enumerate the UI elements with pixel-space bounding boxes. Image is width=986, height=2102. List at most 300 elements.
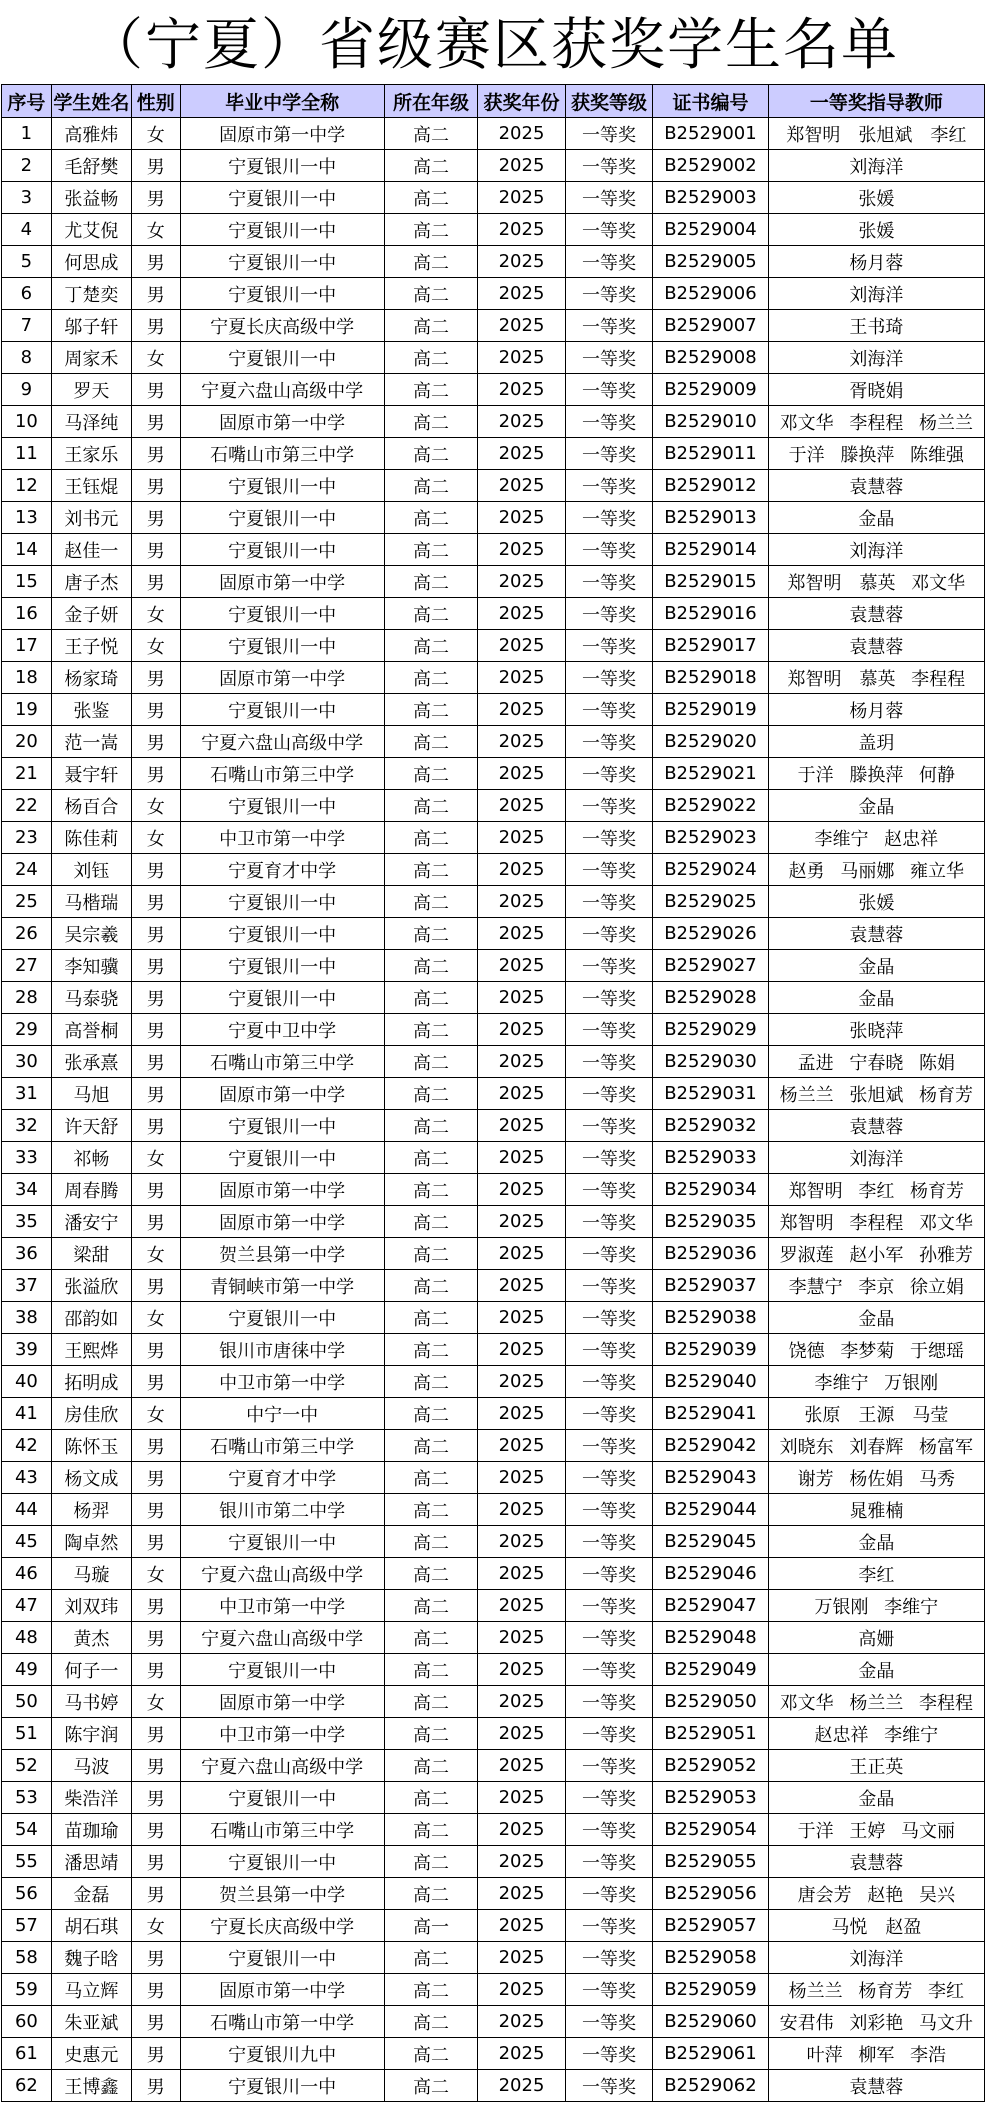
cell-gender: 男 [132, 374, 181, 406]
cell-gender: 男 [132, 534, 181, 566]
cell-award-year: 2025 [478, 1942, 565, 1974]
cell-row-index: 58 [2, 1942, 52, 1974]
cell-certificate-no: B2529060 [653, 2006, 768, 2038]
cell-student-name: 梁甜 [51, 1238, 131, 1270]
cell-student-name: 刘钰 [51, 854, 131, 886]
cell-student-name: 胡石琪 [51, 1910, 131, 1942]
cell-school-name: 固原市第一中学 [180, 566, 384, 598]
table-row [2, 374, 985, 406]
cell-instructor-names: 谢芳 杨佐娟 马秀 [768, 1462, 984, 1494]
cell-award-year: 2025 [478, 1142, 565, 1174]
cell-school-name: 固原市第一中学 [180, 1686, 384, 1718]
cell-instructor-names: 郑智明 李程程 邓文华 [768, 1206, 984, 1238]
cell-row-index: 10 [2, 406, 52, 438]
cell-school-name: 宁夏银川一中 [180, 278, 384, 310]
cell-row-index: 60 [2, 2006, 52, 2038]
cell-row-index: 28 [2, 982, 52, 1014]
cell-school-name: 宁夏六盘山高级中学 [180, 1622, 384, 1654]
cell-school-name: 宁夏育才中学 [180, 1462, 384, 1494]
cell-gender: 女 [132, 214, 181, 246]
cell-grade: 高二 [384, 470, 478, 502]
cell-award-level: 一等奖 [565, 1654, 652, 1686]
cell-instructor-names: 万银刚 李维宁 [768, 1590, 984, 1622]
cell-grade: 高二 [384, 118, 478, 150]
cell-award-year: 2025 [478, 1750, 565, 1782]
cell-school-name: 中卫市第一中学 [180, 822, 384, 854]
cell-student-name: 拓明成 [51, 1366, 131, 1398]
cell-award-level: 一等奖 [565, 1462, 652, 1494]
cell-award-year: 2025 [478, 310, 565, 342]
cell-instructor-names: 金晶 [768, 1526, 984, 1558]
cell-award-level: 一等奖 [565, 470, 652, 502]
cell-row-index: 47 [2, 1590, 52, 1622]
cell-award-level: 一等奖 [565, 1270, 652, 1302]
cell-award-level: 一等奖 [565, 854, 652, 886]
cell-instructor-names: 刘晓东 刘春辉 杨富军 [768, 1430, 984, 1462]
cell-award-level: 一等奖 [565, 566, 652, 598]
cell-certificate-no: B2529048 [653, 1622, 768, 1654]
cell-certificate-no: B2529020 [653, 726, 768, 758]
cell-gender: 男 [132, 1526, 181, 1558]
cell-award-year: 2025 [478, 1814, 565, 1846]
table-row [2, 1398, 985, 1430]
cell-grade: 高二 [384, 886, 478, 918]
cell-grade: 高二 [384, 1078, 478, 1110]
cell-row-index: 52 [2, 1750, 52, 1782]
cell-award-level: 一等奖 [565, 918, 652, 950]
cell-award-level: 一等奖 [565, 822, 652, 854]
cell-row-index: 25 [2, 886, 52, 918]
cell-award-year: 2025 [478, 1622, 565, 1654]
cell-gender: 男 [132, 1334, 181, 1366]
cell-grade: 高二 [384, 1942, 478, 1974]
cell-gender: 女 [132, 1558, 181, 1590]
cell-row-index: 7 [2, 310, 52, 342]
cell-school-name: 石嘴山市第一中学 [180, 2006, 384, 2038]
cell-grade: 高二 [384, 1846, 478, 1878]
cell-award-level: 一等奖 [565, 886, 652, 918]
cell-award-year: 2025 [478, 1910, 565, 1942]
cell-instructor-names: 郑智明 张旭斌 李红 [768, 118, 984, 150]
cell-school-name: 中卫市第一中学 [180, 1366, 384, 1398]
cell-certificate-no: B2529022 [653, 790, 768, 822]
cell-student-name: 丁楚奕 [51, 278, 131, 310]
cell-grade: 高二 [384, 2006, 478, 2038]
cell-row-index: 4 [2, 214, 52, 246]
col-header-school: 毕业中学全称 [180, 85, 384, 118]
cell-student-name: 许天舒 [51, 1110, 131, 1142]
cell-certificate-no: B2529061 [653, 2038, 768, 2070]
cell-school-name: 宁夏银川一中 [180, 1942, 384, 1974]
cell-grade: 高二 [384, 1302, 478, 1334]
cell-certificate-no: B2529040 [653, 1366, 768, 1398]
cell-grade: 高二 [384, 1046, 478, 1078]
table-row [2, 1334, 985, 1366]
cell-gender: 男 [132, 1270, 181, 1302]
cell-certificate-no: B2529030 [653, 1046, 768, 1078]
cell-gender: 女 [132, 1686, 181, 1718]
cell-school-name: 宁夏六盘山高级中学 [180, 1750, 384, 1782]
cell-certificate-no: B2529021 [653, 758, 768, 790]
cell-award-year: 2025 [478, 1686, 565, 1718]
cell-school-name: 石嘴山市第三中学 [180, 1814, 384, 1846]
cell-student-name: 刘书元 [51, 502, 131, 534]
cell-gender: 男 [132, 982, 181, 1014]
cell-row-index: 5 [2, 246, 52, 278]
cell-instructor-names: 于洋 滕换萍 陈维强 [768, 438, 984, 470]
cell-grade: 高二 [384, 1558, 478, 1590]
cell-school-name: 宁夏银川一中 [180, 502, 384, 534]
cell-student-name: 陶卓然 [51, 1526, 131, 1558]
cell-row-index: 26 [2, 918, 52, 950]
cell-instructor-names: 金晶 [768, 502, 984, 534]
cell-instructor-names: 袁慧蓉 [768, 598, 984, 630]
cell-certificate-no: B2529045 [653, 1526, 768, 1558]
cell-instructor-names: 刘海洋 [768, 1142, 984, 1174]
cell-award-year: 2025 [478, 214, 565, 246]
cell-award-level: 一等奖 [565, 598, 652, 630]
cell-school-name: 贺兰县第一中学 [180, 1878, 384, 1910]
table-row [2, 278, 985, 310]
cell-gender: 男 [132, 1174, 181, 1206]
cell-gender: 女 [132, 1398, 181, 1430]
cell-student-name: 聂宇轩 [51, 758, 131, 790]
cell-gender: 男 [132, 150, 181, 182]
cell-award-year: 2025 [478, 1334, 565, 1366]
cell-certificate-no: B2529009 [653, 374, 768, 406]
cell-gender: 男 [132, 1014, 181, 1046]
cell-instructor-names: 袁慧蓉 [768, 918, 984, 950]
cell-award-year: 2025 [478, 1878, 565, 1910]
cell-instructor-names: 张媛 [768, 214, 984, 246]
cell-student-name: 王钰焜 [51, 470, 131, 502]
cell-school-name: 宁夏中卫中学 [180, 1014, 384, 1046]
cell-award-year: 2025 [478, 1366, 565, 1398]
cell-school-name: 宁夏银川一中 [180, 886, 384, 918]
cell-award-year: 2025 [478, 150, 565, 182]
cell-certificate-no: B2529050 [653, 1686, 768, 1718]
cell-school-name: 石嘴山市第三中学 [180, 1430, 384, 1462]
cell-row-index: 49 [2, 1654, 52, 1686]
cell-certificate-no: B2529035 [653, 1206, 768, 1238]
cell-award-level: 一等奖 [565, 1558, 652, 1590]
cell-student-name: 陈怀玉 [51, 1430, 131, 1462]
cell-school-name: 宁夏六盘山高级中学 [180, 1558, 384, 1590]
table-row [2, 598, 985, 630]
cell-award-year: 2025 [478, 1302, 565, 1334]
cell-award-year: 2025 [478, 534, 565, 566]
cell-row-index: 53 [2, 1782, 52, 1814]
cell-award-year: 2025 [478, 950, 565, 982]
table-row [2, 310, 985, 342]
cell-instructor-names: 于洋 滕换萍 何静 [768, 758, 984, 790]
col-header-award-level: 获奖等级 [565, 85, 652, 118]
cell-award-year: 2025 [478, 2038, 565, 2070]
cell-award-year: 2025 [478, 374, 565, 406]
cell-certificate-no: B2529012 [653, 470, 768, 502]
cell-grade: 高二 [384, 278, 478, 310]
cell-school-name: 宁夏银川一中 [180, 2070, 384, 2102]
cell-certificate-no: B2529041 [653, 1398, 768, 1430]
cell-instructor-names: 孟进 宁春晓 陈娟 [768, 1046, 984, 1078]
cell-certificate-no: B2529036 [653, 1238, 768, 1270]
cell-certificate-no: B2529044 [653, 1494, 768, 1526]
cell-grade: 高二 [384, 374, 478, 406]
cell-grade: 高二 [384, 1814, 478, 1846]
table-row [2, 790, 985, 822]
table-row [2, 502, 985, 534]
cell-student-name: 尤艾倪 [51, 214, 131, 246]
table-row [2, 1654, 985, 1686]
table-row [2, 1238, 985, 1270]
cell-grade: 高二 [384, 1590, 478, 1622]
cell-gender: 男 [132, 1430, 181, 1462]
cell-gender: 男 [132, 694, 181, 726]
cell-grade: 高二 [384, 1014, 478, 1046]
cell-award-year: 2025 [478, 726, 565, 758]
cell-certificate-no: B2529062 [653, 2070, 768, 2102]
table-row [2, 566, 985, 598]
cell-award-year: 2025 [478, 854, 565, 886]
table-row [2, 1174, 985, 1206]
cell-instructor-names: 王正英 [768, 1750, 984, 1782]
cell-row-index: 29 [2, 1014, 52, 1046]
cell-student-name: 高誉桐 [51, 1014, 131, 1046]
cell-certificate-no: B2529011 [653, 438, 768, 470]
cell-student-name: 朱亚斌 [51, 2006, 131, 2038]
cell-row-index: 23 [2, 822, 52, 854]
cell-instructor-names: 杨兰兰 张旭斌 杨育芳 [768, 1078, 984, 1110]
cell-school-name: 宁夏银川一中 [180, 1142, 384, 1174]
cell-row-index: 40 [2, 1366, 52, 1398]
cell-gender: 男 [132, 726, 181, 758]
cell-award-year: 2025 [478, 182, 565, 214]
cell-gender: 女 [132, 342, 181, 374]
cell-award-level: 一等奖 [565, 1878, 652, 1910]
cell-certificate-no: B2529038 [653, 1302, 768, 1334]
cell-award-level: 一等奖 [565, 182, 652, 214]
cell-gender: 男 [132, 182, 181, 214]
cell-award-level: 一等奖 [565, 1782, 652, 1814]
table-row [2, 726, 985, 758]
table-row [2, 1622, 985, 1654]
cell-grade: 高二 [384, 950, 478, 982]
cell-row-index: 11 [2, 438, 52, 470]
cell-row-index: 32 [2, 1110, 52, 1142]
cell-student-name: 马璇 [51, 1558, 131, 1590]
cell-grade: 高二 [384, 1878, 478, 1910]
cell-grade: 高二 [384, 214, 478, 246]
cell-school-name: 宁夏银川一中 [180, 918, 384, 950]
table-row [2, 1078, 985, 1110]
cell-certificate-no: B2529001 [653, 118, 768, 150]
cell-award-year: 2025 [478, 662, 565, 694]
cell-school-name: 宁夏银川一中 [180, 1654, 384, 1686]
cell-gender: 女 [132, 1910, 181, 1942]
cell-grade: 高二 [384, 1462, 478, 1494]
cell-student-name: 祁畅 [51, 1142, 131, 1174]
cell-gender: 男 [132, 1206, 181, 1238]
awards-table [1, 84, 985, 2102]
cell-gender: 男 [132, 502, 181, 534]
cell-gender: 男 [132, 1846, 181, 1878]
table-row [2, 630, 985, 662]
cell-grade: 高二 [384, 822, 478, 854]
cell-school-name: 固原市第一中学 [180, 1974, 384, 2006]
cell-row-index: 14 [2, 534, 52, 566]
cell-award-level: 一等奖 [565, 982, 652, 1014]
cell-award-year: 2025 [478, 1654, 565, 1686]
cell-certificate-no: B2529010 [653, 406, 768, 438]
table-row [2, 950, 985, 982]
cell-gender: 男 [132, 1046, 181, 1078]
cell-row-index: 37 [2, 1270, 52, 1302]
cell-certificate-no: B2529056 [653, 1878, 768, 1910]
cell-instructor-names: 晁雅楠 [768, 1494, 984, 1526]
cell-student-name: 毛舒樊 [51, 150, 131, 182]
cell-grade: 高二 [384, 406, 478, 438]
cell-certificate-no: B2529029 [653, 1014, 768, 1046]
cell-award-level: 一等奖 [565, 726, 652, 758]
cell-award-level: 一等奖 [565, 150, 652, 182]
cell-instructor-names: 李维宁 赵忠祥 [768, 822, 984, 854]
cell-grade: 高二 [384, 1526, 478, 1558]
table-row [2, 214, 985, 246]
cell-row-index: 43 [2, 1462, 52, 1494]
cell-certificate-no: B2529051 [653, 1718, 768, 1750]
cell-student-name: 马泽纯 [51, 406, 131, 438]
table-row [2, 182, 985, 214]
table-row [2, 2006, 985, 2038]
cell-grade: 高二 [384, 1366, 478, 1398]
cell-award-year: 2025 [478, 246, 565, 278]
cell-school-name: 宁夏长庆高级中学 [180, 310, 384, 342]
cell-award-year: 2025 [478, 758, 565, 790]
cell-award-year: 2025 [478, 1238, 565, 1270]
cell-instructor-names: 唐会芳 赵艳 吴兴 [768, 1878, 984, 1910]
cell-student-name: 罗天 [51, 374, 131, 406]
cell-gender: 男 [132, 1974, 181, 2006]
cell-award-level: 一等奖 [565, 1078, 652, 1110]
table-row [2, 1942, 985, 1974]
cell-award-level: 一等奖 [565, 662, 652, 694]
cell-instructor-names: 邓文华 李程程 杨兰兰 [768, 406, 984, 438]
cell-award-year: 2025 [478, 918, 565, 950]
cell-row-index: 39 [2, 1334, 52, 1366]
cell-school-name: 固原市第一中学 [180, 118, 384, 150]
col-header-gender: 性别 [132, 85, 181, 118]
cell-student-name: 潘思靖 [51, 1846, 131, 1878]
cell-school-name: 宁夏银川一中 [180, 950, 384, 982]
cell-gender: 男 [132, 2070, 181, 2102]
cell-award-year: 2025 [478, 1046, 565, 1078]
cell-award-year: 2025 [478, 1270, 565, 1302]
cell-student-name: 柴浩洋 [51, 1782, 131, 1814]
cell-instructor-names: 刘海洋 [768, 534, 984, 566]
cell-certificate-no: B2529026 [653, 918, 768, 950]
cell-certificate-no: B2529034 [653, 1174, 768, 1206]
cell-school-name: 固原市第一中学 [180, 406, 384, 438]
cell-student-name: 马波 [51, 1750, 131, 1782]
table-row [2, 982, 985, 1014]
cell-award-level: 一等奖 [565, 1110, 652, 1142]
cell-gender: 男 [132, 950, 181, 982]
cell-grade: 高二 [384, 1782, 478, 1814]
cell-certificate-no: B2529003 [653, 182, 768, 214]
cell-row-index: 34 [2, 1174, 52, 1206]
cell-instructor-names: 赵勇 马丽娜 雍立华 [768, 854, 984, 886]
cell-school-name: 固原市第一中学 [180, 1174, 384, 1206]
cell-row-index: 33 [2, 1142, 52, 1174]
cell-gender: 男 [132, 438, 181, 470]
cell-gender: 男 [132, 1366, 181, 1398]
cell-instructor-names: 杨月蓉 [768, 246, 984, 278]
cell-student-name: 金子妍 [51, 598, 131, 630]
cell-school-name: 中卫市第一中学 [180, 1590, 384, 1622]
cell-school-name: 宁夏银川一中 [180, 534, 384, 566]
cell-student-name: 魏子晗 [51, 1942, 131, 1974]
cell-row-index: 59 [2, 1974, 52, 2006]
cell-grade: 高二 [384, 2070, 478, 2102]
cell-row-index: 15 [2, 566, 52, 598]
cell-gender: 男 [132, 2006, 181, 2038]
cell-student-name: 赵佳一 [51, 534, 131, 566]
cell-gender: 男 [132, 1494, 181, 1526]
cell-instructor-names: 金晶 [768, 982, 984, 1014]
cell-student-name: 苗珈瑜 [51, 1814, 131, 1846]
cell-school-name: 石嘴山市第三中学 [180, 1046, 384, 1078]
cell-instructor-names: 郑智明 李红 杨育芳 [768, 1174, 984, 1206]
cell-award-level: 一等奖 [565, 1430, 652, 1462]
table-row [2, 1430, 985, 1462]
cell-instructor-names: 袁慧蓉 [768, 2070, 984, 2102]
cell-student-name: 何子一 [51, 1654, 131, 1686]
cell-gender: 女 [132, 1238, 181, 1270]
cell-student-name: 吴宗羲 [51, 918, 131, 950]
cell-school-name: 宁夏银川一中 [180, 1302, 384, 1334]
cell-grade: 高二 [384, 1110, 478, 1142]
cell-row-index: 38 [2, 1302, 52, 1334]
cell-certificate-no: B2529043 [653, 1462, 768, 1494]
cell-row-index: 9 [2, 374, 52, 406]
cell-grade: 高二 [384, 630, 478, 662]
cell-instructor-names: 金晶 [768, 1654, 984, 1686]
cell-award-year: 2025 [478, 1718, 565, 1750]
cell-award-year: 2025 [478, 886, 565, 918]
cell-grade: 高二 [384, 1238, 478, 1270]
cell-school-name: 宁夏银川一中 [180, 342, 384, 374]
cell-award-level: 一等奖 [565, 534, 652, 566]
cell-row-index: 48 [2, 1622, 52, 1654]
cell-grade: 高二 [384, 1142, 478, 1174]
cell-row-index: 13 [2, 502, 52, 534]
cell-student-name: 何思成 [51, 246, 131, 278]
cell-award-level: 一等奖 [565, 278, 652, 310]
cell-school-name: 宁夏银川一中 [180, 694, 384, 726]
cell-row-index: 35 [2, 1206, 52, 1238]
cell-instructor-names: 赵忠祥 李维宁 [768, 1718, 984, 1750]
cell-student-name: 马书婷 [51, 1686, 131, 1718]
cell-school-name: 固原市第一中学 [180, 1206, 384, 1238]
cell-certificate-no: B2529027 [653, 950, 768, 982]
cell-gender: 男 [132, 1750, 181, 1782]
cell-certificate-no: B2529016 [653, 598, 768, 630]
cell-award-level: 一等奖 [565, 1718, 652, 1750]
cell-award-level: 一等奖 [565, 1142, 652, 1174]
cell-student-name: 唐子杰 [51, 566, 131, 598]
cell-student-name: 高雅炜 [51, 118, 131, 150]
cell-row-index: 6 [2, 278, 52, 310]
